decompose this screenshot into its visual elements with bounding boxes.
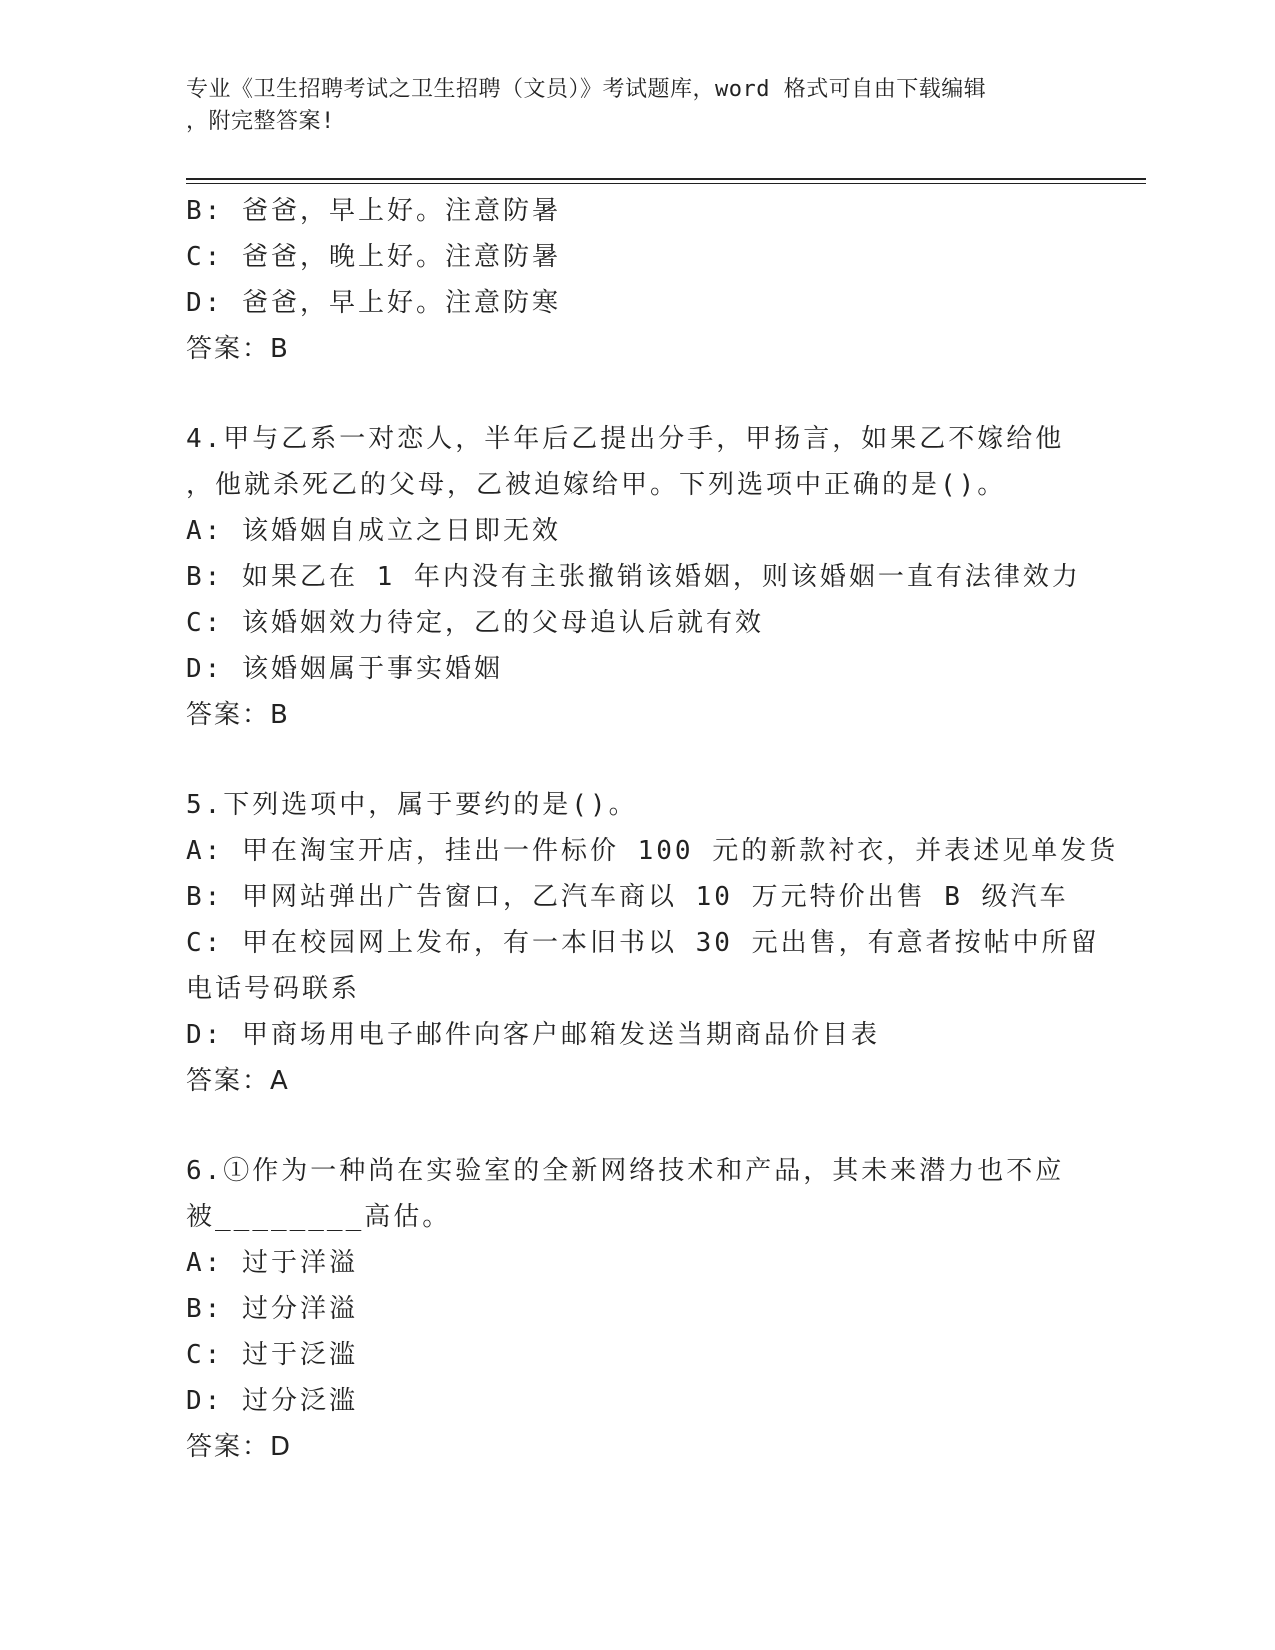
q5-stem: 5.下列选项中，属于要约的是()。 <box>186 790 638 820</box>
spacer <box>186 372 1086 416</box>
q4-option-b: B: 如果乙在 1 年内没有主张撤销该婚姻，则该婚姻一直有法律效力 <box>186 562 1081 592</box>
q3-option-b: B: 爸爸，早上好。注意防暑 <box>186 196 561 226</box>
q4-option-a: A: 该婚姻自成立之日即无效 <box>186 516 561 546</box>
question-4 <box>186 416 1086 738</box>
q5-option-c-continued: 电话号码联系 <box>186 974 361 1004</box>
q4-stem-line-1: 4.甲与乙系一对恋人，半年后乙提出分手，甲扬言，如果乙不嫁给他 <box>186 424 1065 454</box>
q4-option-d: D: 该婚姻属于事实婚姻 <box>186 654 503 684</box>
q5-option-c: C: 甲在校园网上发布，有一本旧书以 30 元出售，有意者按帖中所留 <box>186 928 1100 958</box>
q6-stem-line-2 <box>186 1194 1086 1240</box>
q4-option-c: C: 该婚姻效力待定，乙的父母追认后就有效 <box>186 608 764 638</box>
q6-stem-pre: 被 <box>186 1202 216 1232</box>
header-rule-thick <box>186 178 1146 180</box>
q4-answer: 答案：B <box>186 700 290 730</box>
q3-option-d: D: 爸爸，早上好。注意防寒 <box>186 288 561 318</box>
header-line-1: 专业《卫生招聘考试之卫生招聘（文员）》考试题库，word 格式可自由下载编辑 <box>186 77 987 102</box>
q3-answer: 答案：B <box>186 334 290 364</box>
q6-option-a: A: 过于洋溢 <box>186 1248 358 1278</box>
spacer <box>186 1104 1086 1148</box>
q6-blank: ________ <box>215 1202 365 1232</box>
q3-option-c: C: 爸爸，晚上好。注意防暑 <box>186 242 561 272</box>
q5-answer: 答案：A <box>186 1066 290 1096</box>
question-6 <box>186 1148 1086 1470</box>
q5-option-a: A: 甲在淘宝开店，挂出一件标价 100 元的新款衬衣，并表述见单发货 <box>186 836 1119 866</box>
question-content <box>186 188 1119 1470</box>
q6-answer: 答案：D <box>186 1432 293 1462</box>
q6-stem-line-1: 6.①作为一种尚在实验室的全新网络技术和产品，其未来潜力也不应 <box>186 1156 1065 1186</box>
q6-option-b: B: 过分洋溢 <box>186 1294 358 1324</box>
header-line-2: ，附完整答案! <box>186 109 335 134</box>
q5-option-b: B: 甲网站弹出广告窗口，乙汽车商以 10 万元特价出售 B 级汽车 <box>186 882 1069 912</box>
q6-stem-post: 高估。 <box>364 1202 452 1232</box>
q5-option-d: D: 甲商场用电子邮件向客户邮箱发送当期商品价目表 <box>186 1020 880 1050</box>
question-3-tail <box>186 188 1086 372</box>
header-rule-thin <box>186 183 1146 184</box>
question-5 <box>186 782 1119 1104</box>
spacer <box>186 738 1086 782</box>
q6-option-d: D: 过分泛滥 <box>186 1386 358 1416</box>
q6-option-c: C: 过于泛滥 <box>186 1340 358 1370</box>
document-header <box>186 74 1086 138</box>
q4-stem-line-2: ，他就杀死乙的父母，乙被迫嫁给甲。下列选项中正确的是()。 <box>186 470 1007 500</box>
